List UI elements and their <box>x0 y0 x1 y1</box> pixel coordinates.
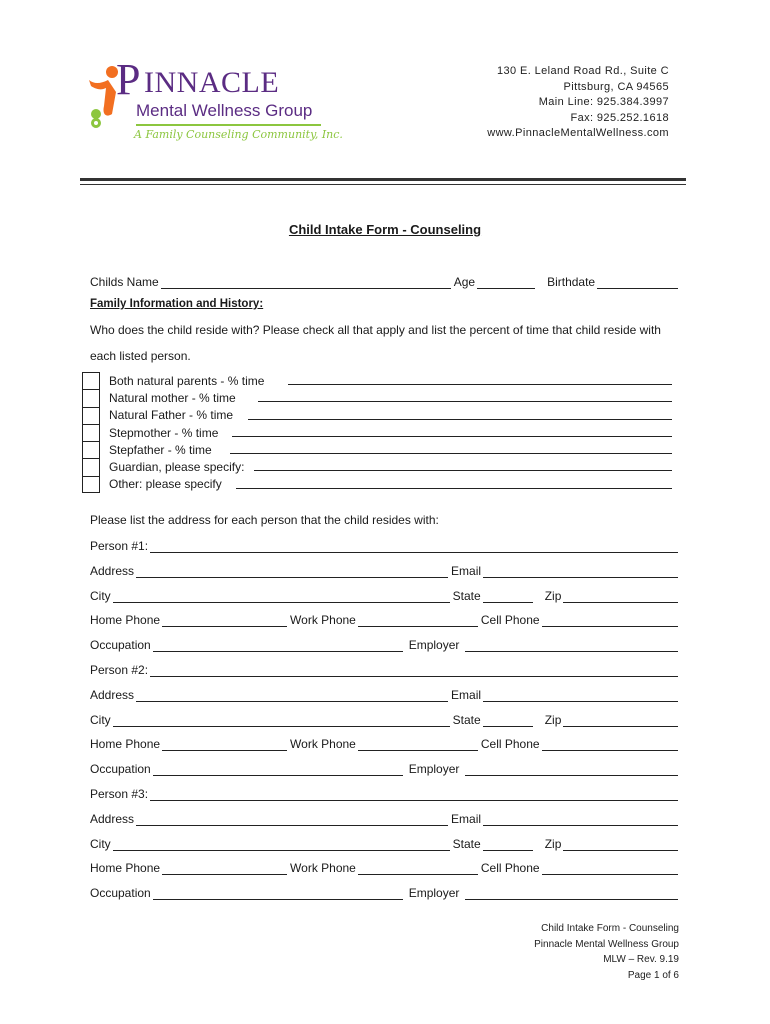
residence-option: Other: please specify <box>82 476 264 493</box>
zip-label: Zip <box>544 836 562 851</box>
email-label: Email <box>451 811 482 826</box>
percent-time-field[interactable] <box>258 401 672 402</box>
work-phone-field[interactable] <box>358 862 478 875</box>
occupation-field[interactable] <box>153 639 403 652</box>
home-phone-field[interactable] <box>162 614 287 627</box>
occupation-field[interactable] <box>153 887 403 900</box>
phone-row <box>90 857 678 875</box>
birthdate-field[interactable] <box>597 276 678 289</box>
residence-option: Guardian, please specify: <box>82 458 264 475</box>
cell-phone-field[interactable] <box>542 614 678 627</box>
childs-name-label: Childs Name <box>90 275 159 289</box>
website-link[interactable]: www.PinnacleMentalWellness.com <box>487 127 669 139</box>
work-phone-field[interactable] <box>358 738 478 751</box>
logo-initial: P <box>116 55 141 104</box>
residence-checklist <box>82 372 264 493</box>
zip-field[interactable] <box>563 838 678 851</box>
state-field[interactable] <box>483 590 533 603</box>
address-row <box>90 560 678 578</box>
family-section-heading: Family Information and History: <box>90 298 264 310</box>
cell-phone-label: Cell Phone <box>480 861 540 876</box>
phone-row <box>90 609 678 627</box>
cell-phone-field[interactable] <box>542 738 678 751</box>
logo-tagline: A Family Counseling Community, Inc. <box>134 128 343 141</box>
residence-option: Natural Father - % time <box>82 407 264 424</box>
cell-phone-label: Cell Phone <box>480 737 540 752</box>
email-field[interactable] <box>483 813 678 826</box>
work-phone-label: Work Phone <box>290 861 356 876</box>
address-label: Address <box>90 811 135 826</box>
childs-name-row <box>90 271 678 289</box>
address-prompt: Please list the address for each person that the child resides with: <box>90 513 439 527</box>
city-row <box>90 833 678 851</box>
address-label: Address <box>90 687 135 702</box>
address-line: Main Line: 925.384.3997 <box>538 96 669 108</box>
address-row <box>90 684 678 702</box>
city-label: City <box>90 836 111 851</box>
age-label: Age <box>453 275 476 289</box>
email-label: Email <box>451 563 482 578</box>
city-row <box>90 585 678 603</box>
zip-field[interactable] <box>563 714 678 727</box>
checkbox[interactable] <box>82 424 100 441</box>
address-field[interactable] <box>136 813 448 826</box>
checkbox[interactable] <box>82 476 100 493</box>
address-line: 130 E. Leland Road Rd., Suite C <box>496 65 669 77</box>
city-row <box>90 709 678 727</box>
person-row <box>90 783 678 801</box>
city-field[interactable] <box>113 590 450 603</box>
city-label: City <box>90 588 111 603</box>
home-phone-label: Home Phone <box>90 861 161 876</box>
home-phone-label: Home Phone <box>90 737 161 752</box>
person-row <box>90 659 678 677</box>
person-label: Person #3: <box>90 787 149 801</box>
employer-label: Employer <box>408 886 460 901</box>
occupation-row <box>90 758 678 776</box>
residence-option: Both natural parents - % time <box>82 372 264 389</box>
state-field[interactable] <box>483 838 533 851</box>
home-phone-label: Home Phone <box>90 613 161 628</box>
logo <box>86 55 343 148</box>
logo-rule <box>136 124 321 126</box>
specify-field[interactable] <box>236 488 672 489</box>
zip-label: Zip <box>544 588 562 603</box>
address-row <box>90 808 678 826</box>
percent-time-field[interactable] <box>288 384 672 385</box>
logo-subtitle: Mental Wellness Group <box>136 101 313 120</box>
occupation-row <box>90 634 678 652</box>
email-field[interactable] <box>483 565 678 578</box>
work-phone-field[interactable] <box>358 614 478 627</box>
family-question-cont: each listed person. <box>90 349 191 363</box>
page-footer <box>534 921 679 983</box>
header-divider <box>80 178 686 181</box>
family-question: Who does the child reside with? Please check all that apply and list the percent of time that child reside with <box>90 323 661 337</box>
occupation-label: Occupation <box>90 886 151 901</box>
phone-row <box>90 733 678 751</box>
person-name-field[interactable] <box>150 540 678 553</box>
address-line: Pittsburg, CA 94565 <box>563 80 669 93</box>
age-field[interactable] <box>477 276 535 289</box>
address-field[interactable] <box>136 689 448 702</box>
childs-name-field[interactable] <box>161 276 451 289</box>
occupation-field[interactable] <box>153 763 403 776</box>
specify-field[interactable] <box>254 470 672 471</box>
percent-time-field[interactable] <box>230 453 672 454</box>
home-phone-field[interactable] <box>162 862 287 875</box>
footer-line: Child Intake Form - Counseling <box>541 923 679 934</box>
email-label: Email <box>451 687 482 702</box>
cell-phone-field[interactable] <box>542 862 678 875</box>
percent-time-field[interactable] <box>232 436 672 437</box>
checkbox[interactable] <box>82 407 100 424</box>
checkbox[interactable] <box>82 441 100 458</box>
footer-line: Pinnacle Mental Wellness Group <box>534 938 679 950</box>
checkbox[interactable] <box>82 458 100 475</box>
logo-wordmark: INNACLE <box>144 66 280 99</box>
residence-option: Natural mother - % time <box>82 389 264 406</box>
footer-line: MLW – Rev. 9.19 <box>603 954 679 965</box>
home-phone-field[interactable] <box>162 738 287 751</box>
address-label: Address <box>90 563 135 578</box>
city-field[interactable] <box>113 838 450 851</box>
person-name-field[interactable] <box>150 788 678 801</box>
zip-field[interactable] <box>563 590 678 603</box>
residence-option: Stepfather - % time <box>82 441 264 458</box>
occupation-label: Occupation <box>90 762 151 777</box>
address-field[interactable] <box>136 565 448 578</box>
employer-label: Employer <box>408 638 460 653</box>
state-field[interactable] <box>483 714 533 727</box>
state-label: State <box>452 588 481 603</box>
person-row <box>90 535 678 553</box>
checkbox[interactable] <box>82 372 100 389</box>
zip-label: Zip <box>544 712 562 727</box>
checkbox[interactable] <box>82 389 100 406</box>
occupation-row <box>90 882 678 900</box>
employer-field[interactable] <box>465 763 678 776</box>
birthdate-label: Birthdate <box>547 275 596 289</box>
occupation-label: Occupation <box>90 638 151 653</box>
form-title: Child Intake Form - Counseling <box>288 222 482 237</box>
state-label: State <box>452 836 481 851</box>
person-name-field[interactable] <box>150 664 678 677</box>
employer-label: Employer <box>408 762 460 777</box>
work-phone-label: Work Phone <box>290 613 356 628</box>
city-field[interactable] <box>113 714 450 727</box>
city-label: City <box>90 712 111 727</box>
address-line: Fax: 925.252.1618 <box>570 111 669 124</box>
employer-field[interactable] <box>465 639 678 652</box>
employer-field[interactable] <box>465 887 678 900</box>
footer-line: Page 1 of 6 <box>627 969 679 981</box>
contact-address <box>487 64 669 142</box>
residence-option: Stepmother - % time <box>82 424 264 441</box>
cell-phone-label: Cell Phone <box>480 613 540 628</box>
email-field[interactable] <box>483 689 678 702</box>
header-divider-thin <box>80 184 686 185</box>
person-label: Person #2: <box>90 663 149 677</box>
person-label: Person #1: <box>90 539 149 553</box>
percent-time-field[interactable] <box>248 419 672 420</box>
state-label: State <box>452 712 481 727</box>
work-phone-label: Work Phone <box>290 737 356 752</box>
